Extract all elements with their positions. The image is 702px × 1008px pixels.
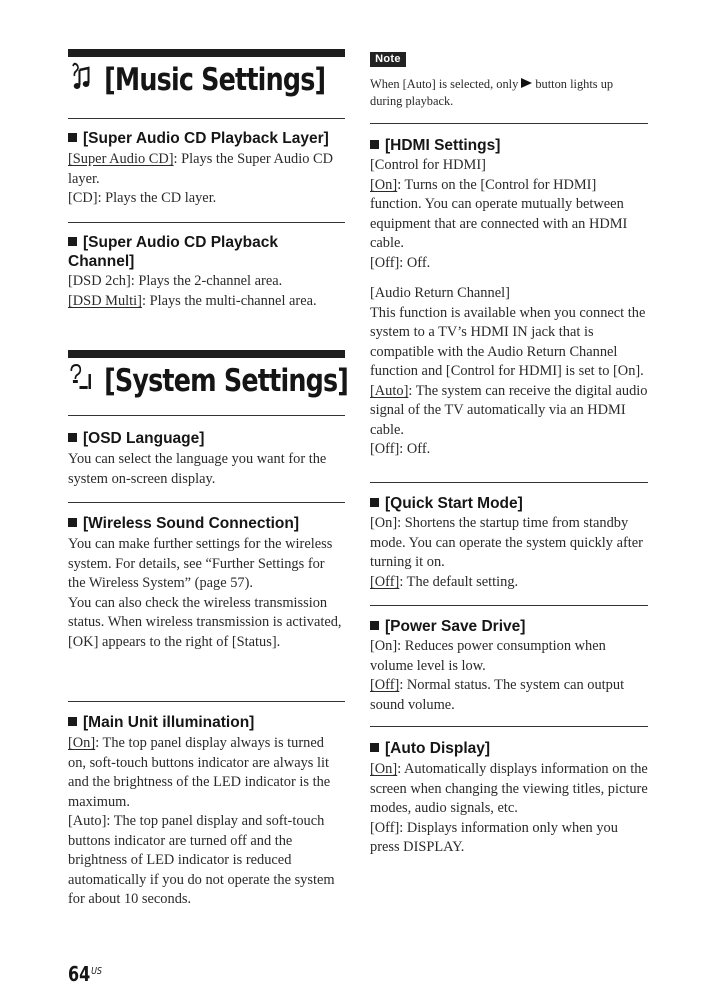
music-settings-title [68, 62, 325, 98]
section-bar [68, 49, 345, 57]
divider [68, 222, 345, 223]
divider [370, 726, 648, 727]
wireless-heading: [Wireless Sound Connection] [68, 514, 345, 533]
sacd-layer-heading: [Super Audio CD Playback Layer] [68, 129, 345, 148]
system-settings-title [68, 362, 348, 400]
sacd-layer-body: [Super Audio CD]: Plays the Super Audio CD layer. [CD]: Plays the CD layer. [68, 151, 334, 206]
system-settings-icon [68, 362, 93, 400]
power-save-body: [On]: Reduces power consumption when volume level is low. [Off]: Normal status. The system can output sound volume. [370, 638, 625, 713]
bullet-square-icon [68, 433, 77, 442]
page-number: $64^{US}$ [68, 962, 103, 986]
music-settings-label: [Music Settings] [104, 62, 326, 98]
quick-start-heading: [Quick Start Mode] [370, 494, 648, 513]
osd-language-body: You can select the language you want for the system on-screen display. [68, 451, 327, 487]
divider [68, 502, 345, 503]
bullet-square-icon [68, 518, 77, 527]
wireless-body: You can make further settings for the wireless system. For details, see “Further Settings for the Wireless System” (page 57). You can also check the wireless transmission status. When wireless transmission is activated, [OK] appears to the right of [Status]. [68, 536, 342, 650]
play-button-icon [521, 78, 532, 88]
auto-display-body: [On]: Automatically displays information on the screen when changing the viewing titles, picture modes, audio signals, etc. [Off]: Displays information only when you press DISPLAY. [370, 761, 648, 855]
bullet-square-icon [68, 133, 77, 142]
divider [370, 123, 648, 124]
bullet-square-icon [370, 498, 379, 507]
audio-return-channel-body: [Audio Return Channel] This function is available when you connect the system to a TV’s HDMI IN jack that is compatible with the Audio Return Channel function and [Control for HDMI] is set to [On]. [Auto]: The system can receive the digital audio signal of the TV automatically via an HDMI cable. [Off]: Off. [370, 285, 648, 457]
note-text: When [Auto] is selected, only button lights up during playback. [370, 77, 614, 108]
bullet-square-icon [370, 621, 379, 630]
sacd-channel-body: [DSD 2ch]: Plays the 2-channel area. [DSD Multi]: Plays the multi-channel area. [68, 273, 317, 309]
quick-start-body: [On]: Shortens the startup time from standby mode. You can operate the system quickly after turning it on. [Off]: The default setting. [370, 515, 643, 590]
note-badge: Note [370, 52, 406, 67]
region-code: US [91, 966, 103, 977]
bullet-square-icon [370, 140, 379, 149]
hdmi-settings-body: [Control for HDMI] [On]: Turns on the [Control for HDMI] function. You can operate mutually between equipment that are connected with an HDMI cable. [Off]: Off. [370, 157, 628, 271]
illumination-body: [On]: The top panel display always is turned on, soft-touch buttons indicator are always lit and the brightness of the LED indicator is the maximum. [Auto]: The top panel display and soft-touch buttons indicator are turned off and the brightness of LED indicator is reduced automatically if you do not operate the system for about 10 seconds. [68, 735, 335, 907]
sacd-channel-heading: [Super Audio CD Playback Channel] [68, 234, 278, 270]
bullet-square-icon [68, 237, 77, 246]
section-bar [68, 350, 345, 358]
auto-display-heading: [Auto Display] [370, 739, 648, 758]
divider [370, 605, 648, 606]
divider [68, 118, 345, 119]
system-settings-label: [System Settings] [104, 363, 349, 399]
hdmi-settings-heading: [HDMI Settings] [370, 136, 648, 155]
osd-language-heading: [OSD Language] [68, 429, 345, 448]
bullet-square-icon [68, 717, 77, 726]
divider [370, 482, 648, 483]
bullet-square-icon [370, 743, 379, 752]
power-save-heading: [Power Save Drive] [370, 617, 648, 636]
illumination-heading: [Main Unit illumination] [68, 713, 345, 732]
music-note-icon [68, 61, 93, 99]
divider [68, 415, 345, 416]
divider [68, 701, 345, 702]
